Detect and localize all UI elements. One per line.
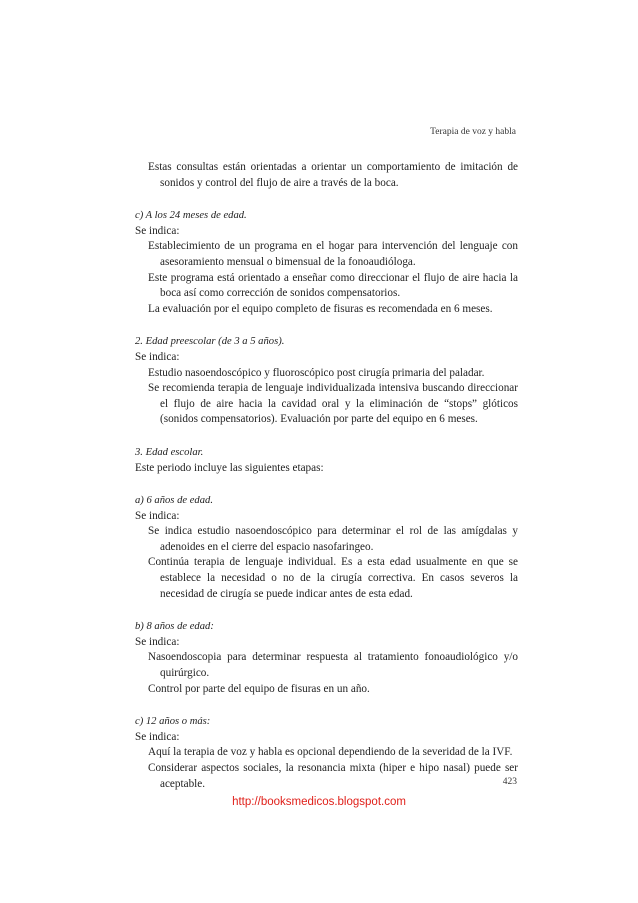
page-number: 423	[502, 777, 517, 787]
footer-link[interactable]: http://booksmedicos.blogspot.com	[232, 796, 406, 808]
section-preschool	[135, 334, 518, 428]
list-item: Establecimiento de un programa en el hogar para intervención del lenguaje con asesoramiento mensual o bimensual de la fonoaudióloga.	[148, 240, 518, 268]
list-item: Continúa terapia de lenguaje individual. Es a esta edad usualmente en que se establece la necesidad o no de la cirugía correctiva. En casos severos la necesidad de cirugía se puede indicar antes de esta edad.	[148, 556, 518, 600]
section-lead: Se indica:	[135, 224, 180, 237]
list-item: La evaluación por el equipo completo de fisuras es recomendada en 6 meses.	[148, 302, 493, 315]
section-heading: c) A los 24 meses de edad.	[135, 210, 247, 222]
list-item: Considerar aspectos sociales, la resonancia mixta (hiper e hipo nasal) puede ser aceptable.	[148, 762, 518, 790]
section-6-years	[135, 493, 518, 602]
page-content	[135, 160, 518, 809]
section-heading: b) 8 años de edad:	[135, 621, 214, 633]
intro-paragraph: Estas consultas están orientadas a orientar un comportamiento de imitación de sonidos y control del flujo de aire a través de la boca.	[148, 161, 518, 189]
section-12-years	[135, 714, 518, 792]
section-lead: Se indica:	[135, 509, 180, 522]
section-lead: Se indica:	[135, 350, 180, 363]
list-item: Se indica estudio nasoendoscópico para determinar el rol de las amígdalas y adenoides en el cierre del espacio nasofaringeo.	[148, 525, 518, 553]
list-item: Control por parte del equipo de fisuras en un año.	[148, 682, 370, 695]
section-24-months	[135, 208, 518, 317]
list-item: Nasoendoscopia para determinar respuesta al tratamiento fonoaudiológico y/o quirúrgico.	[148, 651, 518, 680]
section-heading: a) 6 años de edad.	[135, 495, 213, 507]
section-school-age	[135, 445, 518, 476]
section-heading: 3. Edad escolar.	[135, 446, 204, 458]
section-heading: 2. Edad preescolar (de 3 a 5 años).	[135, 336, 285, 348]
section-heading: c) 12 años o más:	[135, 716, 211, 728]
section-lead: Se indica:	[135, 635, 180, 648]
intro-block	[135, 160, 518, 191]
list-item: Aquí la terapia de voz y habla es opcional dependiendo de la severidad de la IVF.	[148, 746, 513, 759]
section-lead: Se indica:	[135, 730, 180, 743]
section-lead: Este periodo incluye las siguientes etapas:	[135, 461, 324, 474]
list-item: Este programa está orientado a enseñar como direccionar el flujo de aire hacia la boca así como corrección de sonidos compensatorios.	[148, 271, 518, 300]
running-head: Terapia de voz y habla	[430, 127, 516, 137]
list-item: Estudio nasoendoscópico y fluoroscópico post cirugía primaria del paladar.	[148, 366, 485, 379]
list-item: Se recomienda terapia de lenguaje individualizada intensiva buscando direccionar el flujo de aire hacia la cavidad oral y la eliminación de “stops” glóticos (sonidos compensatorios). Evaluación por parte del equipo en 6 meses.	[148, 382, 518, 426]
section-8-years	[135, 619, 518, 697]
